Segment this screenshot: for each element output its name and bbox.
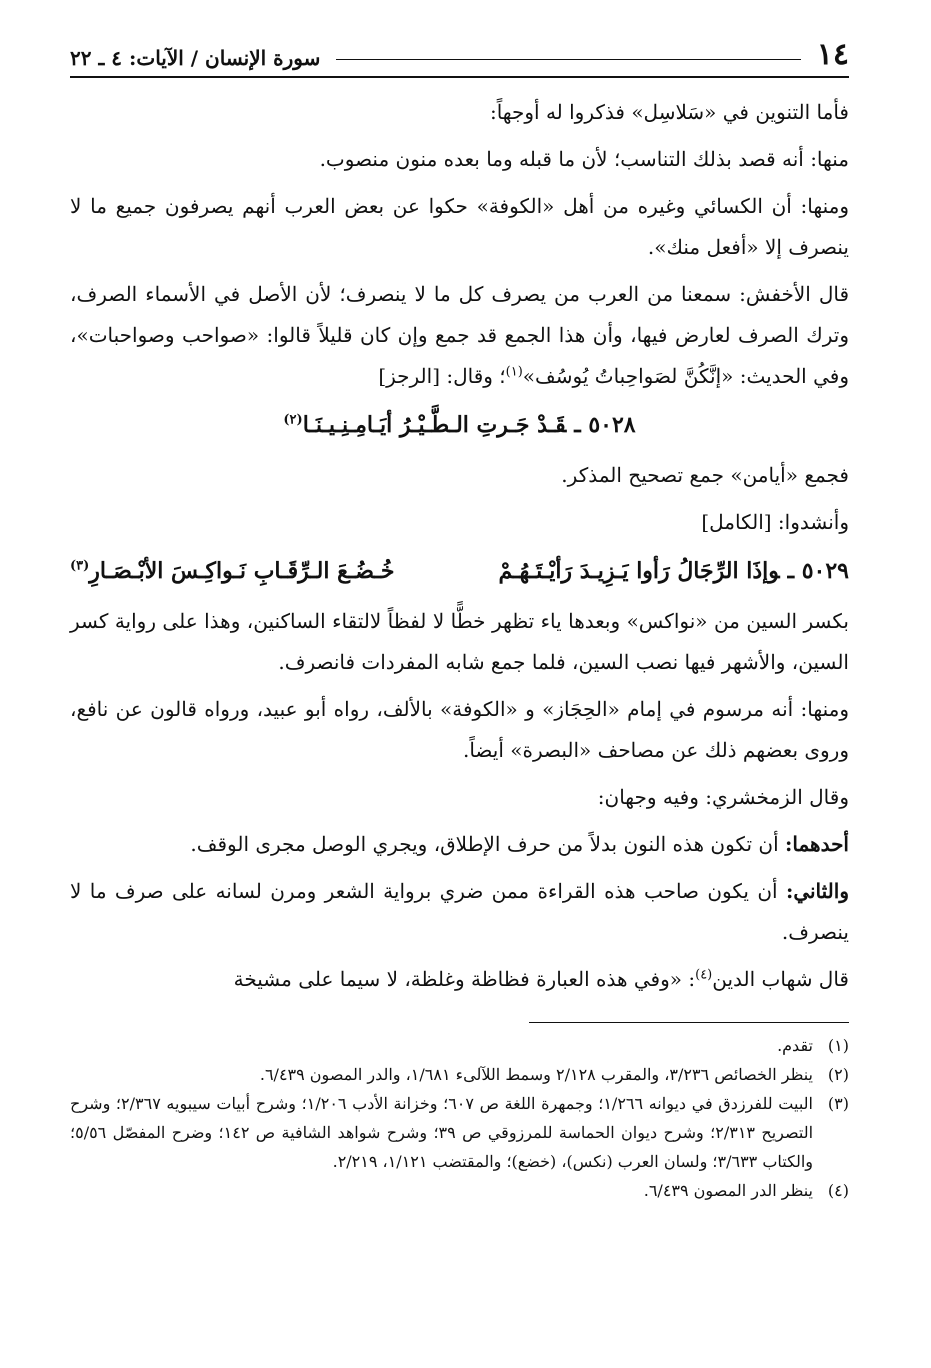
footnote-ref: (٤) xyxy=(695,967,713,983)
verse-text: قَـدْ جَـرتِ الـطَّـيْـرُ أيَـامِـنِـيـنَـا xyxy=(302,412,567,438)
footnotes xyxy=(70,1031,849,1205)
footnote-text: ينظر الخصائص ٣/٢٣٦، والمقرب ٢/١٢٨ وسمط اللآلىء ١/٦٨١، والدر المصون ٦/٤٣٩. xyxy=(259,1065,813,1084)
paragraph-text: أن يكون صاحب هذه القراءة ممن ضري برواية الشعر ومرن لسانه على صرف ما لا ينصرف. xyxy=(70,879,849,944)
paragraph: فجمع «أيامن» جمع تصحيح المذكر. xyxy=(561,463,849,487)
paragraph: بكسر السين من «نواكس» وبعدها ياء تظهر خطًّا لا لفظاً لالتقاء الساكنين، وهذا على رواية كسر السين، والأشهر فيها نصب السين، فلما جمع شابه المفردات فانصرف. xyxy=(70,609,849,674)
footnote-number: (١) xyxy=(827,1036,849,1055)
footnote-number: (٢) xyxy=(827,1065,849,1084)
paragraph-label: أحدهما: xyxy=(784,832,849,856)
footnote-ref: (٢) xyxy=(283,412,303,428)
footnote-text: تقدم. xyxy=(777,1036,813,1055)
footnote-text: البيت للفرزدق في ديوانه ١/٢٦٦؛ وجمهرة اللغة ص ٦٠٧؛ وخزانة الأدب ١/٢٠٦؛ وشرح أبيات سيبويه ٢/٣٦٧؛ وشرح التصريح ٢/٣١٣؛ وشرح ديوان الحماسة للمرزوقي ص ٣٩؛ وشرح شواهد الشافية ص ١٤٢؛ وضرح المفصّل ٥/٥٦؛ والكتاب ٣/٦٣٣؛ ولسان العرب (نكس)، (خضع)؛ والمقتضب ١/١٢١، ٢/٢١٩. xyxy=(70,1094,814,1171)
verse-text: خُـضُـعَ الـرِّقَـابِ نَـواكِـسَ الأبْـصَـارِ xyxy=(89,558,395,584)
footnote xyxy=(70,1089,849,1176)
footnote xyxy=(70,1176,849,1205)
footnote-text: ينظر الدر المصون ٦/٤٣٩. xyxy=(643,1181,813,1200)
verse-text: وإذَا الرِّجَالُ رَأوا يَـزِيـدَ رَأيْـتَـهُـمْ xyxy=(498,558,780,584)
footnote-number: (٣) xyxy=(827,1094,849,1113)
paragraph: فأما التنوين في «سَلاسِل» فذكروا له أوجهاً: xyxy=(489,100,849,124)
paragraph xyxy=(70,959,849,1000)
verse-first-hemistich xyxy=(498,549,849,593)
paragraph xyxy=(70,274,849,397)
paragraph-text: أن تكون هذه النون بدلاً من حرف الإطلاق، ويجري الوصل مجرى الوقف. xyxy=(190,832,785,856)
paragraph: وأنشدوا: [الكامل] xyxy=(701,510,849,534)
paragraph-text: : «وفي هذه العبارة فظاظة وغلظة، لا سيما على مشيخة xyxy=(233,967,696,991)
paragraph: منها: أنه قصد بذلك التناسب؛ لأن ما قبله وما بعده منون منصوب. xyxy=(319,147,849,171)
footnote-ref: (٣) xyxy=(70,558,90,574)
footnote xyxy=(70,1031,849,1060)
verse-number: ٥٠٢٨ ـ xyxy=(574,412,636,438)
running-title: سورة الإنسان / الآيات: ٤ ـ ٢٢ xyxy=(70,46,321,70)
paragraph: ومنها: أن الكسائي وغيره من أهل «الكوفة» حكوا عن بعض العرب أنهم يصرفون جميع ما لا ينصرف إلا «أفعل منك». xyxy=(70,194,849,259)
verse-line xyxy=(70,403,849,447)
paragraph: ومنها: أنه مرسوم في إمام «الحِجَاز» و «الكوفة» بالألف، رواه أبو عبيد، ورواه قالون عن نافع، وروى بعضهم ذلك عن مصاحف «البصرة» أيضاً. xyxy=(70,697,849,762)
paragraph-text: قال شهاب الدين xyxy=(712,967,849,991)
header-divider xyxy=(336,59,800,60)
paragraph xyxy=(70,824,849,865)
footnote-divider xyxy=(529,1022,849,1023)
page-number: ١٤ xyxy=(816,37,849,72)
footnote xyxy=(70,1060,849,1089)
verse-number: ٥٠٢٩ ـ xyxy=(787,558,849,584)
verse-line xyxy=(70,549,849,593)
paragraph-text: قال الأخفش: سمعنا من العرب من يصرف كل ما لا ينصرف؛ لأن الأصل في الأسماء الصرف، وترك الصرف لعارض فيها، وأن هذا الجمع قد جمع وإن كان قليلاً قالوا: «صواحب وصواحبات»، وفي الحديث: «إنَّكُنَّ لصَواحِباتُ يُوسُف» xyxy=(70,282,849,388)
page-header xyxy=(70,37,849,78)
footnote-ref: (١) xyxy=(505,364,523,380)
footnote-number: (٤) xyxy=(827,1181,849,1200)
main-text xyxy=(70,92,849,1000)
paragraph-text: ؛ وقال: [الرجز] xyxy=(378,364,506,388)
paragraph xyxy=(70,871,849,953)
paragraph-label: والثاني: xyxy=(785,879,849,903)
verse-second-hemistich xyxy=(70,549,394,593)
paragraph: وقال الزمخشري: وفيه وجهان: xyxy=(597,785,849,809)
